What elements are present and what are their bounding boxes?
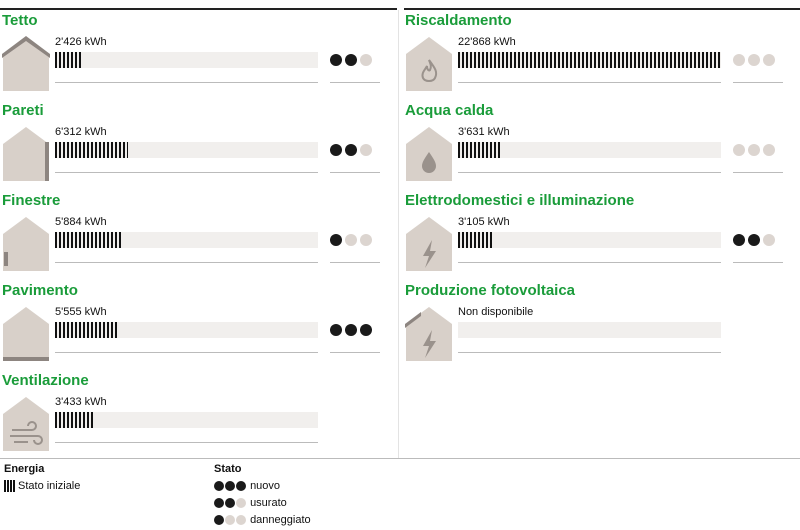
dots-underline — [330, 352, 380, 353]
legend-nuovo — [214, 478, 311, 495]
dots-underline — [330, 262, 380, 263]
status-dot — [733, 144, 745, 156]
energy-bar-track — [55, 232, 318, 248]
status-dot — [763, 234, 775, 246]
status-dot — [345, 144, 357, 156]
panel-acqua_calda — [403, 100, 783, 188]
energy-bar-track — [458, 52, 721, 68]
category-title: Riscaldamento — [405, 12, 512, 29]
bar-underline — [55, 82, 318, 83]
legend-stato — [214, 461, 311, 529]
status-dot — [360, 324, 372, 336]
energy-bar-track — [458, 142, 721, 158]
energy-bar — [458, 52, 721, 68]
legend-stato-iniziale-label: Stato iniziale — [18, 480, 81, 492]
energy-bar — [55, 322, 119, 338]
panel-pareti — [0, 100, 380, 188]
panel-pavimento — [0, 280, 380, 368]
legend-divider — [0, 458, 800, 459]
energy-bar-track — [55, 322, 318, 338]
house-flame-icon — [405, 36, 453, 92]
house-lightning-icon — [405, 216, 453, 272]
legend-energia — [4, 461, 80, 495]
legend-stato-heading: Stato — [214, 463, 242, 475]
energy-value: 3'105 kWh — [458, 216, 510, 228]
status-dots — [733, 234, 785, 248]
status-dot — [360, 234, 372, 246]
category-title: Finestre — [2, 192, 61, 209]
bar-underline — [55, 262, 318, 263]
house-solar-lightning-icon — [405, 306, 453, 362]
house-wall-icon — [2, 126, 50, 182]
status-dots — [330, 324, 382, 338]
dots-underline — [330, 172, 380, 173]
panel-riscaldamento — [403, 10, 783, 98]
energy-value: Non disponibile — [458, 306, 534, 318]
bar-underline — [458, 82, 721, 83]
panel-elettrodomestici — [403, 190, 783, 278]
legend-nuovo-label: nuovo — [250, 480, 281, 492]
category-title: Tetto — [2, 12, 38, 29]
category-title: Ventilazione — [2, 372, 89, 389]
category-title: Pareti — [2, 102, 44, 119]
legend-usurato — [214, 495, 311, 512]
legend-energia-heading: Energia — [4, 463, 45, 475]
panel-finestre — [0, 190, 380, 278]
energy-value: 5'884 kWh — [55, 216, 107, 228]
status-dot — [330, 324, 342, 336]
column-divider — [398, 10, 399, 458]
status-dot — [345, 324, 357, 336]
bar-underline — [458, 262, 721, 263]
energy-value: 3'631 kWh — [458, 126, 510, 138]
bar-underline — [458, 172, 721, 173]
status-dot — [763, 54, 775, 66]
energy-bar — [55, 412, 94, 428]
energy-bar-track — [55, 142, 318, 158]
bar-underline — [55, 172, 318, 173]
stripes-icon — [4, 480, 16, 492]
status-dot — [733, 54, 745, 66]
bar-underline — [55, 442, 318, 443]
energy-bar-track — [55, 412, 318, 428]
dots-underline — [733, 172, 783, 173]
legend-stato-iniziale — [4, 478, 80, 495]
energy-bar — [55, 232, 123, 248]
energy-bar — [458, 232, 494, 248]
legend-usurato-label: usurato — [250, 497, 287, 509]
status-dot — [330, 144, 342, 156]
status-dots — [330, 234, 382, 248]
status-dot — [330, 234, 342, 246]
status-dot — [733, 234, 745, 246]
status-dot — [748, 54, 760, 66]
energy-value: 22'868 kWh — [458, 36, 516, 48]
energy-value: 2'426 kWh — [55, 36, 107, 48]
energy-bar-track — [458, 322, 721, 338]
status-dots — [733, 144, 785, 158]
status-dot — [763, 144, 775, 156]
category-title: Acqua calda — [405, 102, 494, 119]
energy-bar — [55, 52, 83, 68]
bar-underline — [55, 352, 318, 353]
status-dot — [345, 54, 357, 66]
bar-underline — [458, 352, 721, 353]
house-roof-icon — [2, 36, 50, 92]
status-dot — [360, 54, 372, 66]
energy-bar — [458, 142, 500, 158]
panel-ventilazione — [0, 370, 380, 458]
dots-underline — [330, 82, 380, 83]
category-title: Produzione fotovoltaica — [405, 282, 576, 299]
status-dot — [748, 234, 760, 246]
category-title: Pavimento — [2, 282, 78, 299]
dots-underline — [733, 82, 783, 83]
panel-tetto — [0, 10, 380, 98]
status-dots — [330, 54, 382, 68]
energy-bar-track — [55, 52, 318, 68]
house-floor-icon — [2, 306, 50, 362]
legend-danneggiato — [214, 512, 311, 529]
status-dot — [748, 144, 760, 156]
status-dot — [330, 54, 342, 66]
dots-underline — [733, 262, 783, 263]
status-dots — [330, 144, 382, 158]
category-title: Elettrodomestici e illuminazione — [405, 192, 635, 209]
legend-danneggiato-label: danneggiato — [250, 514, 311, 526]
house-wind-icon — [2, 396, 50, 452]
house-window-icon — [2, 216, 50, 272]
energy-value: 5'555 kWh — [55, 306, 107, 318]
energy-bar-track — [458, 232, 721, 248]
energy-value: 6'312 kWh — [55, 126, 107, 138]
energy-bar — [55, 142, 128, 158]
status-dots — [733, 54, 785, 68]
house-drop-icon — [405, 126, 453, 182]
status-dot — [360, 144, 372, 156]
status-dot — [345, 234, 357, 246]
energy-value: 3'433 kWh — [55, 396, 107, 408]
panel-fotovoltaico — [403, 280, 783, 368]
